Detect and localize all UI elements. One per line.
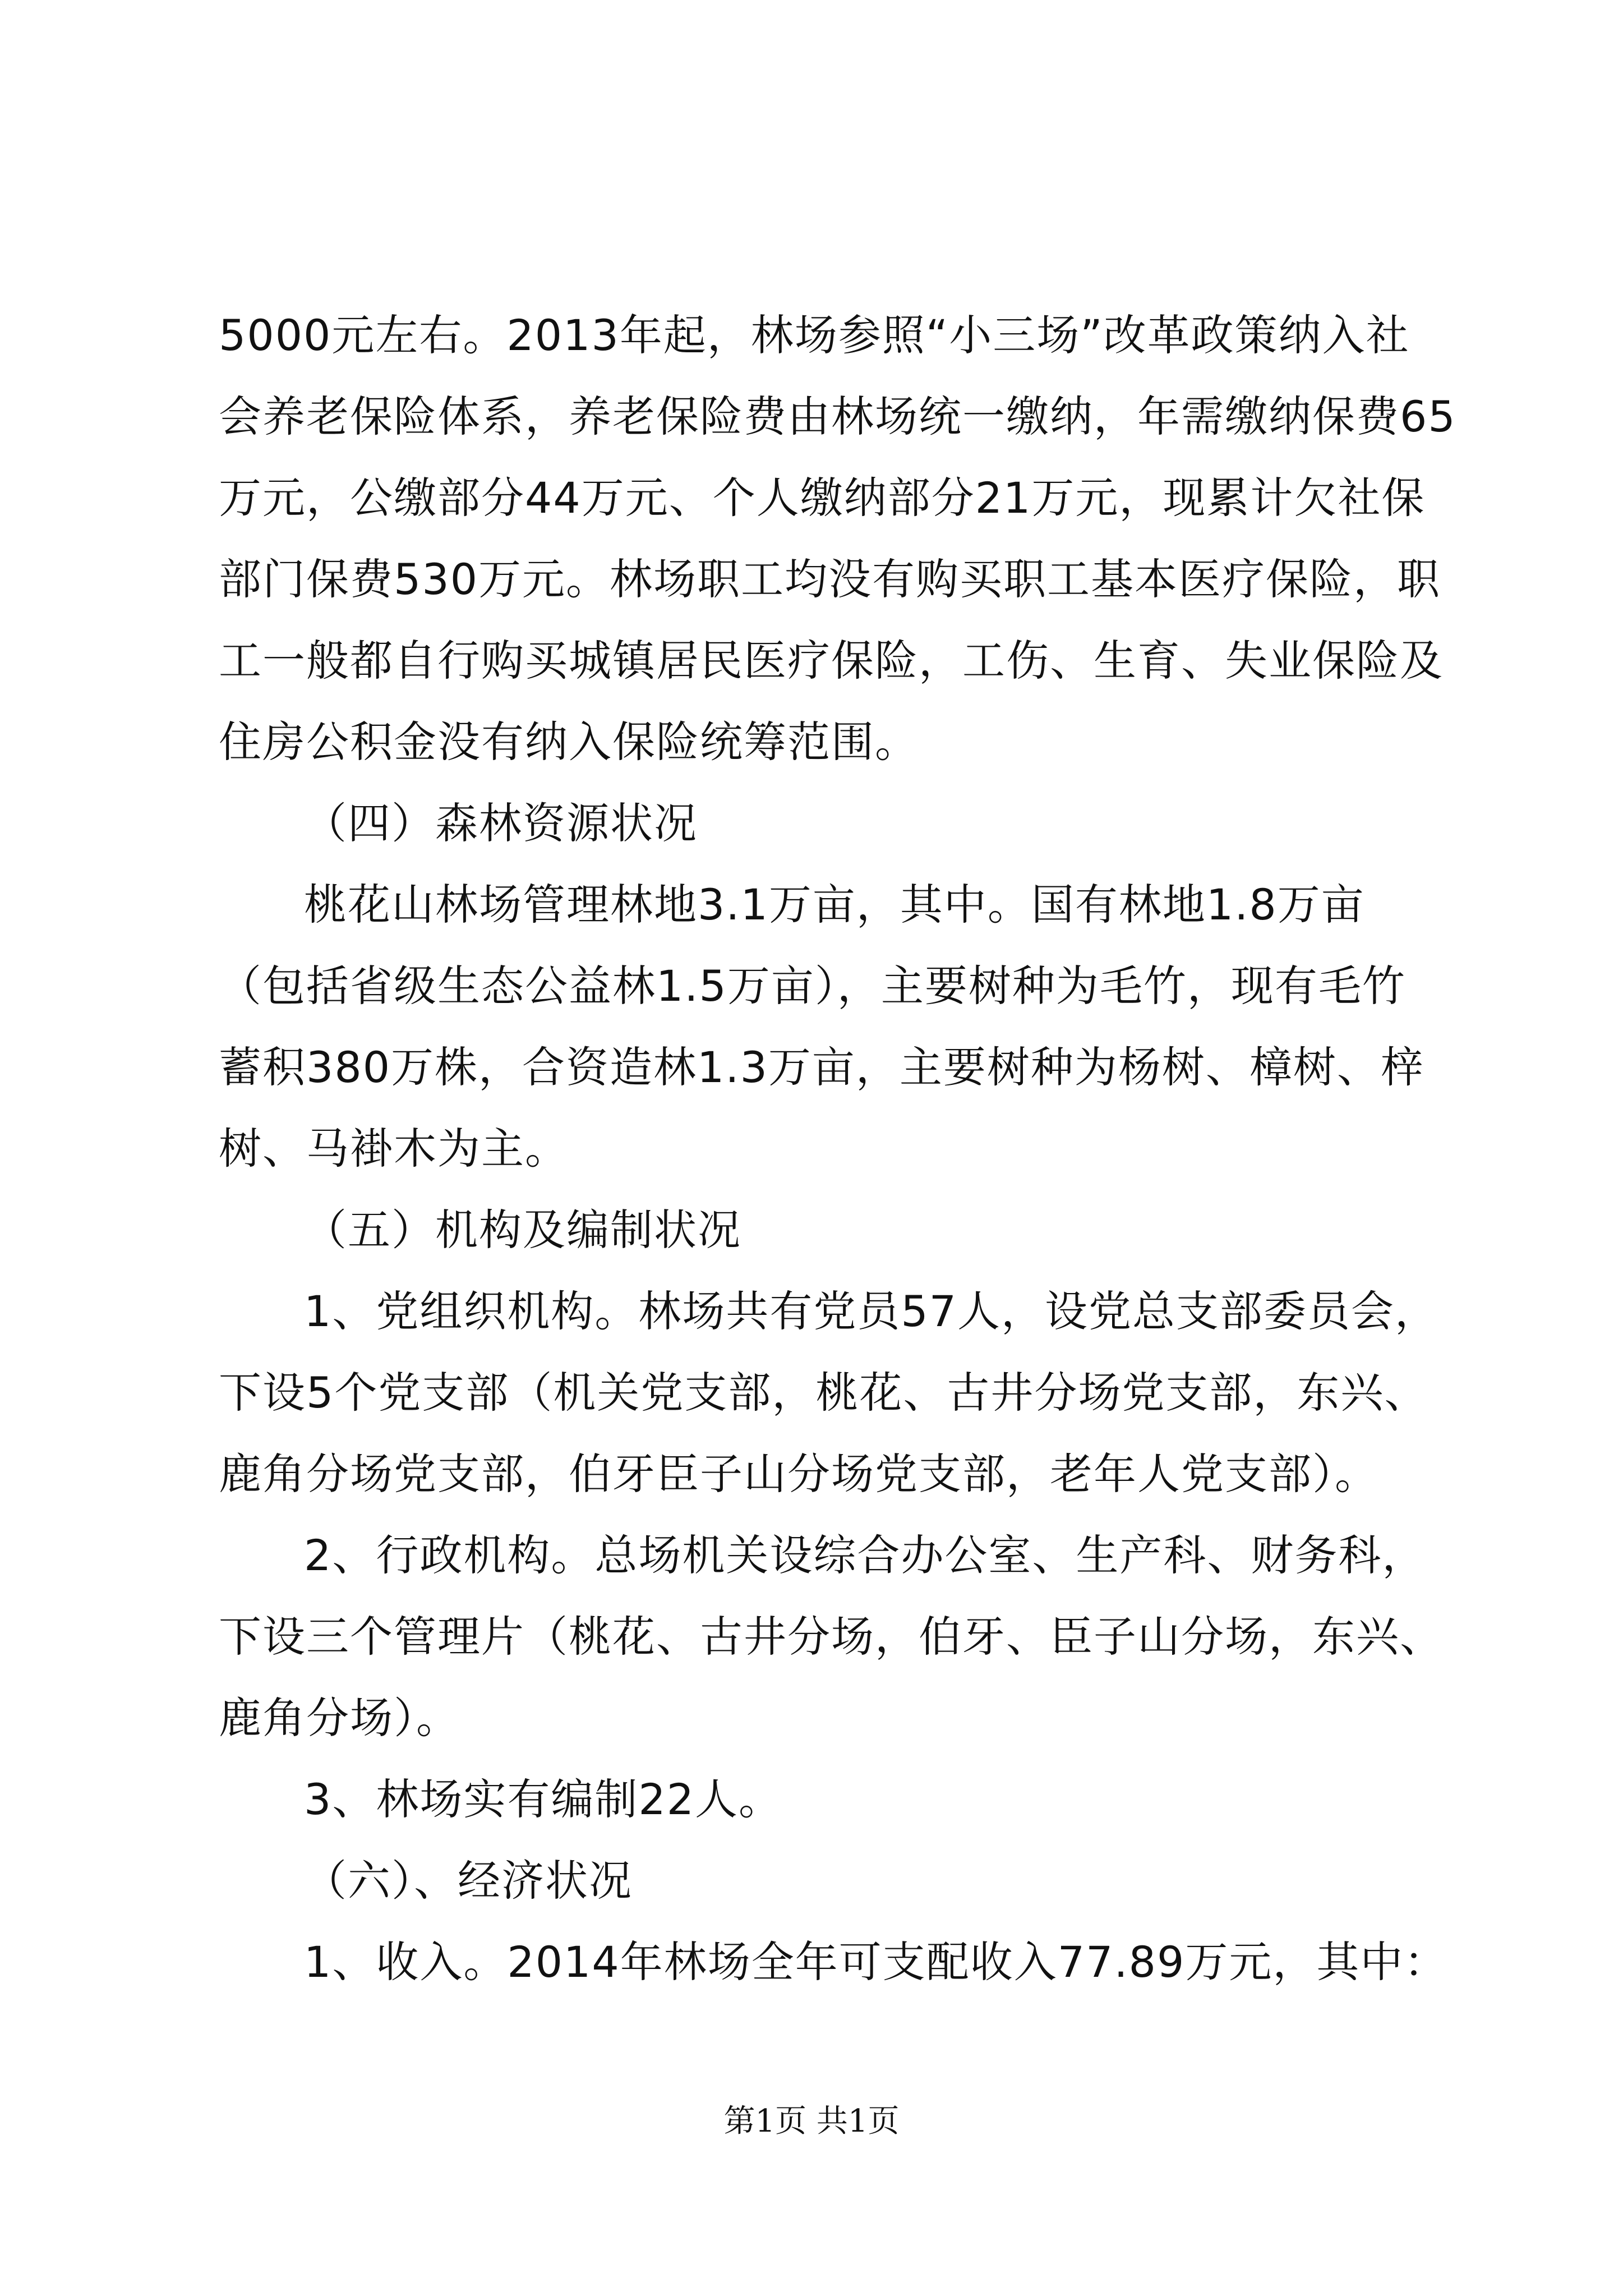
text-line: （包括省级生态公益林1.5万亩），主要树种为毛竹，现有毛竹: [219, 961, 1406, 1011]
text-line: 树、马褂木为主。: [219, 1124, 569, 1174]
section-heading: （六）、经济状况: [304, 1856, 633, 1906]
text-line: 鹿角分场党支部，伯牙臣子山分场党支部，老年人党支部）。: [219, 1449, 1378, 1499]
text-line: 2、行政机构。总场机关设综合办公室、生产科、财务科，: [304, 1530, 1426, 1580]
text-line: 会养老保险体系，养老保险费由林场统一缴纳，年需缴纳保费65: [219, 392, 1456, 441]
text-line: 部门保费530万元。林场职工均没有购买职工基本医疗保险，职: [219, 554, 1441, 604]
text-line: 5000元左右。2013年起，林场参照“小三场”改革政策纳入社: [219, 310, 1410, 360]
text-line: 1、党组织机构。林场共有党员57人，设党总支部委员会，: [304, 1286, 1439, 1336]
text-line: 桃花山林场管理林地3.1万亩，其中。国有林地1.8万亩: [304, 880, 1365, 930]
text-line: 蓄积380万株，合资造林1.3万亩，主要树种为杨树、樟树、梓: [219, 1042, 1424, 1092]
section-heading: （五）机构及编制状况: [304, 1205, 741, 1255]
text-line: 工一般都自行购买城镇居民医疗保险，工伤、生育、失业保险及: [219, 636, 1444, 685]
text-line: 下设5个党支部（机关党支部，桃花、古井分场党支部，东兴、: [219, 1368, 1428, 1418]
text-line: 住房公积金没有纳入保险统筹范围。: [219, 717, 919, 767]
text-line: 万元，公缴部分44万元、个人缴纳部分21万元，现累计欠社保: [219, 473, 1426, 523]
text-line: 3、林场实有编制22人。: [304, 1774, 783, 1824]
document-body: [219, 295, 1456, 2003]
text-line: 1、收入。2014年林场全年可支配收入77.89万元，其中：: [304, 1937, 1448, 1987]
section-heading: （四）森林资源状况: [304, 798, 698, 848]
text-line: 下设三个管理片（桃花、古井分场，伯牙、臣子山分场，东兴、: [219, 1612, 1444, 1662]
page-number-footer: 第1页 共1页: [723, 2103, 900, 2139]
text-line: 鹿角分场）。: [219, 1693, 460, 1743]
